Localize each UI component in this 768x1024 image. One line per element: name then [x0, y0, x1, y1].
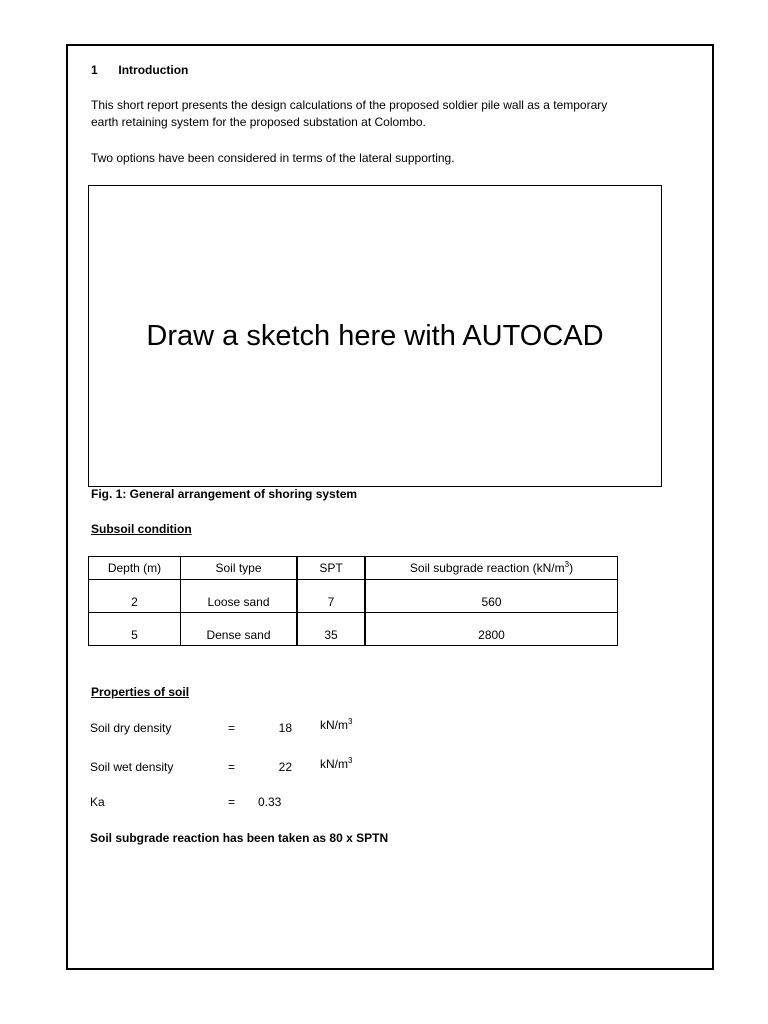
property-unit: $kN/m^3$	[320, 756, 353, 771]
cell-depth: 2	[89, 580, 181, 613]
property-equals: =	[228, 760, 236, 774]
cell-soil-type: Loose sand	[181, 580, 298, 613]
intro-paragraph-line-1: This short report presents the design calculations of the proposed soldier pile wall as a temporary	[91, 98, 608, 112]
property-label: Soil dry density	[90, 721, 172, 735]
property-value: 18	[278, 721, 292, 735]
table-row	[89, 580, 618, 613]
intro-paragraph-line-2: earth retaining system for the proposed substation at Colombo.	[91, 115, 426, 129]
sketch-placeholder-box	[88, 185, 662, 487]
table-row	[89, 613, 618, 646]
properties-heading: Properties of soil	[91, 685, 190, 699]
header-depth: Depth (m)	[89, 557, 181, 580]
property-value: 0.33	[258, 795, 282, 809]
table-header-row	[89, 557, 618, 580]
property-unit: $kN/m^3$	[320, 717, 353, 732]
section-title: Introduction	[118, 63, 189, 77]
subgrade-note: Soil subgrade reaction has been taken as 80 x SPTN	[90, 831, 389, 845]
cell-spt: 35	[297, 613, 365, 646]
property-label: Soil wet density	[90, 760, 174, 774]
cell-spt: 7	[297, 580, 365, 613]
intro-paragraph-2: Two options have been considered in terms of the lateral supporting.	[91, 151, 455, 165]
header-spt: SPT	[297, 557, 365, 580]
property-value: 22	[278, 760, 292, 774]
cell-soil-type: Dense sand	[181, 613, 298, 646]
sketch-placeholder-text: Draw a sketch here with AUTOCAD	[146, 319, 604, 352]
figure-caption: Fig. 1: General arrangement of shoring system	[91, 487, 358, 501]
subsoil-heading: Subsoil condition	[91, 522, 192, 536]
cell-depth: 5	[89, 613, 181, 646]
header-reaction: Soil subgrade reaction $(kN/m^3)$	[365, 557, 618, 580]
section-number: 1	[91, 63, 98, 77]
header-soil-type: Soil type	[181, 557, 298, 580]
cell-reaction: 2800	[365, 613, 618, 646]
property-equals: =	[228, 721, 236, 735]
section-heading	[91, 62, 188, 79]
cell-reaction: 560	[365, 580, 618, 613]
subsoil-table	[88, 556, 618, 646]
property-equals: =	[228, 795, 236, 809]
property-label: Ka	[90, 795, 105, 809]
